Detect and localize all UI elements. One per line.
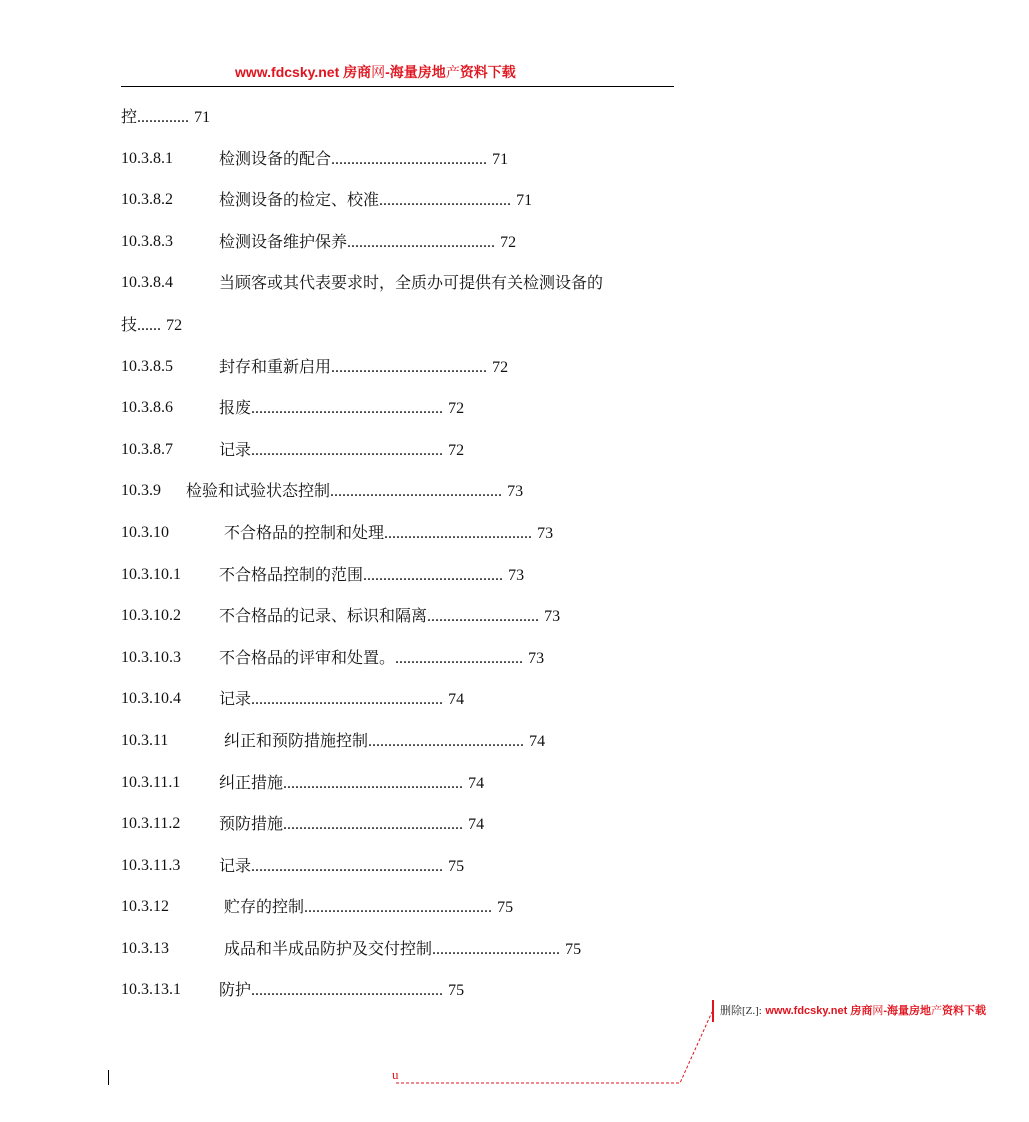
- margin-marker: [108, 1070, 109, 1085]
- toc-entry-text: 贮存的控制: [224, 897, 305, 917]
- toc-entry-page: 74: [468, 774, 485, 792]
- toc-entry-number: 10.3.13: [121, 939, 169, 957]
- toc-entry-page: 71: [194, 109, 211, 126]
- toc-entry-leader: ................................................: [251, 691, 444, 709]
- toc-entry-page: 72: [492, 358, 509, 376]
- toc-entry-number: 10.3.10: [121, 523, 169, 541]
- comment-site: www.fdcsky.net: [765, 1005, 848, 1017]
- toc-entry-page: 72: [166, 316, 183, 334]
- toc-entry-leader: ...................................: [363, 566, 504, 584]
- toc-entry-page: 75: [448, 857, 465, 875]
- comment-anchor: u: [392, 1067, 399, 1082]
- toc-entry-text: 预防措施: [219, 814, 284, 834]
- header-tagline-light: 产: [445, 64, 460, 80]
- toc-entry-leader: .....................................: [384, 524, 533, 542]
- toc-entry-leader: ......: [137, 316, 162, 334]
- toc-entry-text: 记录: [219, 689, 252, 709]
- toc-entry-number: 10.3.10.4: [121, 690, 181, 708]
- toc-entry-text: 防护: [219, 980, 252, 1000]
- toc-entry-page: 71: [492, 150, 509, 168]
- toc-entry-leader: ................................................: [251, 441, 444, 459]
- toc-entry-leader: .............................................: [283, 774, 464, 792]
- toc-entry-page: 73: [508, 566, 525, 584]
- toc-entry-leader: ...............................................: [304, 899, 493, 917]
- toc-entry-text: 检测设备的配合: [219, 148, 332, 168]
- toc-entry-number: 10.3.13.1: [121, 981, 181, 999]
- toc-entry-number: 10.3.11.2: [121, 815, 181, 833]
- comment-name: 房商: [850, 1005, 873, 1017]
- toc-entry-page: 72: [500, 233, 517, 251]
- toc-entry-number: 10.3.11.1: [121, 773, 181, 791]
- toc-entry-text: 不合格品控制的范围: [219, 564, 364, 584]
- toc-entry-number: 10.3.12: [121, 898, 169, 916]
- toc-entry-number: 10.3.8.6: [121, 399, 173, 417]
- toc-entry-leader: ................................................: [251, 982, 444, 1000]
- toc-entry-number: 10.3.10.1: [121, 565, 181, 583]
- toc-entry-leader: ............................: [427, 608, 540, 626]
- header-name-light: 网: [371, 64, 386, 80]
- toc-entry-leader: .....................................: [347, 233, 496, 251]
- toc-entry-number: 10.3.9: [121, 482, 161, 500]
- toc-entry-number: 10.3.8.4: [121, 274, 173, 292]
- toc-entry-number: 10.3.8.2: [121, 191, 173, 209]
- toc-entry-text: 纠正措施: [219, 772, 284, 792]
- toc-entry-number: 10.3.8.7: [121, 440, 173, 458]
- toc-entry-text: 记录: [219, 855, 252, 875]
- toc-entry-leader: .................................: [379, 192, 512, 210]
- toc-entry-leader: ................................: [432, 940, 561, 958]
- toc-entry-text: 不合格品的控制和处理: [224, 522, 385, 542]
- toc-entry-page: 75: [565, 940, 582, 958]
- header-tagline: -海量房地: [385, 64, 446, 80]
- toc-entry-page: 71: [516, 192, 533, 210]
- toc-entry-page: 75: [497, 899, 514, 917]
- toc-entry-leader: .......................................: [368, 732, 525, 750]
- toc-entry-page: 74: [529, 732, 546, 750]
- toc-entry-number: 10.3.11: [121, 731, 169, 749]
- toc-entry-number: 10.3.8.3: [121, 232, 173, 250]
- header-site: www.fdcsky.net: [235, 64, 340, 80]
- toc-entry-leader: .............: [137, 109, 190, 126]
- toc-entry-leader: ................................: [395, 649, 524, 667]
- toc-entry-page: 74: [448, 691, 465, 709]
- toc-entry-leader: .......................................: [331, 358, 488, 376]
- toc-entry-number: 10.3.10.2: [121, 607, 181, 625]
- toc-entry-text: 技: [121, 314, 138, 334]
- toc-entry-leader: ...........................................: [330, 483, 503, 501]
- toc-entry-page: 73: [528, 649, 545, 667]
- comment-tagline-end: 资料下载: [942, 1005, 987, 1017]
- toc-entry-text: 报废: [219, 398, 252, 418]
- toc-entry-number: 10.3.10.3: [121, 648, 181, 666]
- toc-entry-text: 检测设备的检定、校准: [219, 190, 380, 210]
- toc-entry-leader: ................................................: [251, 400, 444, 418]
- toc-entry-page: 73: [544, 608, 561, 626]
- toc-entry-text: 纠正和预防措施控制: [224, 730, 369, 750]
- toc-entry-page: 72: [448, 441, 465, 459]
- toc-entry-text: 检测设备维护保养: [219, 231, 348, 251]
- toc-entry-number: 10.3.8.5: [121, 357, 173, 375]
- header-name: 房商: [343, 64, 372, 80]
- toc-entry-text: 不合格品的记录、标识和隔离: [219, 606, 428, 626]
- toc-entry-number: 10.3.11.3: [121, 856, 181, 874]
- toc-entry-text: 成品和半成品防护及交付控制: [224, 938, 433, 958]
- toc-entry-page: 74: [468, 816, 485, 834]
- toc-entry-text: 检验和试验状态控制: [186, 481, 331, 501]
- toc-entry-text: 封存和重新启用: [219, 356, 332, 376]
- toc-entry-page: 73: [537, 524, 554, 542]
- comment-tagline: -海量房地: [883, 1005, 932, 1017]
- toc-entry-leader: ................................................: [251, 857, 444, 875]
- toc-entry-page: 75: [448, 982, 465, 1000]
- comment-name-light: 网: [872, 1005, 884, 1017]
- toc-entry-text: 控: [121, 107, 138, 126]
- comment-tagline-light: 产: [931, 1005, 943, 1017]
- toc-entry-leader: .......................................: [331, 150, 488, 168]
- header-tagline-end: 资料下载: [459, 64, 516, 80]
- toc-entry-text: 不合格品的评审和处置。: [219, 647, 396, 667]
- toc-entry-text: 当顾客或其代表要求时，全质办可提供有关检测设备的: [219, 273, 604, 293]
- toc-entry-text: 记录: [219, 439, 252, 459]
- toc-entry-number: 10.3.8.1: [121, 149, 173, 167]
- comment-label: 删除[Z.]:: [720, 1005, 762, 1017]
- toc-entry-page: 72: [448, 400, 465, 418]
- toc-entry-leader: .............................................: [283, 816, 464, 834]
- toc-entry-page: 73: [507, 483, 524, 501]
